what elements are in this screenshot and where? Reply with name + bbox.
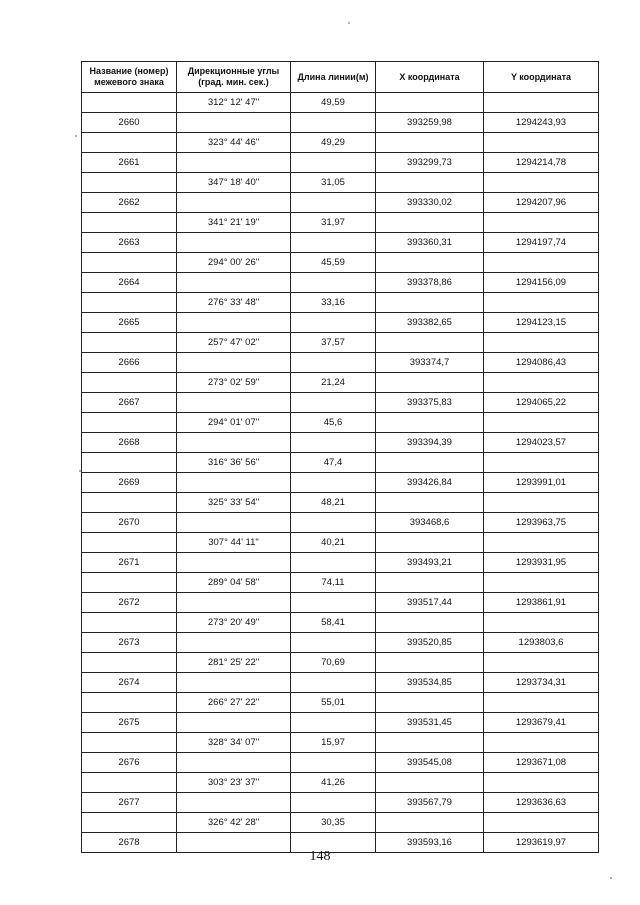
mark-name-cell: 2662 [82,193,177,213]
empty-cell [291,193,376,213]
segment-row [82,173,599,193]
length-cell: 70,69 [291,653,376,673]
segment-row [82,213,599,233]
empty-cell [376,533,484,553]
y-coordinate-cell: 1294197,74 [484,233,599,253]
empty-cell [82,573,177,593]
y-coordinate-cell: 1294207,96 [484,193,599,213]
empty-cell [82,613,177,633]
length-cell: 31,97 [291,213,376,233]
empty-cell [82,333,177,353]
y-coordinate-cell: 1293861,91 [484,593,599,613]
empty-cell [82,93,177,113]
bearing-cell: 281° 25' 22" [177,653,291,673]
segment-row [82,253,599,273]
point-row [82,153,599,173]
point-row [82,473,599,493]
empty-cell [376,813,484,833]
empty-cell [484,373,599,393]
y-coordinate-cell: 1294065,22 [484,393,599,413]
length-cell: 37,57 [291,333,376,353]
length-cell: 45,59 [291,253,376,273]
bearing-cell: 273° 20' 49" [177,613,291,633]
empty-cell [177,433,291,453]
empty-cell [484,733,599,753]
point-row [82,433,599,453]
bearing-cell: 347° 18' 40" [177,173,291,193]
y-coordinate-cell: 1293636,63 [484,793,599,813]
point-row [82,793,599,813]
empty-cell [291,353,376,373]
point-row [82,273,599,293]
empty-cell [291,713,376,733]
header-mark-name: Название (номер) межевого знака [82,62,177,93]
y-coordinate-cell: 1293619,97 [484,833,599,853]
boundary-marks-table [81,61,599,853]
empty-cell [484,653,599,673]
empty-cell [82,733,177,753]
x-coordinate-cell: 393360,31 [376,233,484,253]
y-coordinate-cell: 1293963,75 [484,513,599,533]
y-coordinate-cell: 1294123,15 [484,313,599,333]
empty-cell [177,593,291,613]
empty-cell [82,253,177,273]
segment-row [82,533,599,553]
x-coordinate-cell: 393468,6 [376,513,484,533]
x-coordinate-cell: 393531,45 [376,713,484,733]
empty-cell [82,693,177,713]
length-cell: 47,4 [291,453,376,473]
empty-cell [177,273,291,293]
length-cell: 15,97 [291,733,376,753]
point-row [82,513,599,533]
empty-cell [376,93,484,113]
bearing-cell: 326° 42' 28" [177,813,291,833]
empty-cell [376,253,484,273]
point-row [82,713,599,733]
empty-cell [177,353,291,373]
y-coordinate-cell: 1294214,78 [484,153,599,173]
length-cell: 30,35 [291,813,376,833]
mark-name-cell: 2666 [82,353,177,373]
empty-cell [376,213,484,233]
mark-name-cell: 2660 [82,113,177,133]
x-coordinate-cell: 393394,39 [376,433,484,453]
y-coordinate-cell: 1294086,43 [484,353,599,373]
bearing-cell: 316° 36' 56" [177,453,291,473]
empty-cell [376,573,484,593]
empty-cell [484,173,599,193]
empty-cell [376,653,484,673]
empty-cell [82,773,177,793]
empty-cell [177,553,291,573]
length-cell: 41,26 [291,773,376,793]
empty-cell [291,473,376,493]
point-row [82,353,599,373]
empty-cell [376,733,484,753]
empty-cell [177,193,291,213]
empty-cell [484,93,599,113]
header-x-coordinate: X координата [376,62,484,93]
page-number: 148 [309,849,331,864]
empty-cell [376,133,484,153]
x-coordinate-cell: 393382,65 [376,313,484,333]
empty-cell [376,373,484,393]
segment-row [82,493,599,513]
mark-name-cell: 2672 [82,593,177,613]
point-row [82,753,599,773]
length-cell: 49,29 [291,133,376,153]
y-coordinate-cell: 1294243,93 [484,113,599,133]
mark-name-cell: 2667 [82,393,177,413]
empty-cell [177,513,291,533]
point-row [82,393,599,413]
bearing-cell: 323° 44' 46" [177,133,291,153]
table-header-row [82,62,599,93]
empty-cell [82,533,177,553]
length-cell: 55,01 [291,693,376,713]
empty-cell [376,333,484,353]
mark-name-cell: 2670 [82,513,177,533]
scan-speck [75,135,77,137]
segment-row [82,613,599,633]
empty-cell [291,753,376,773]
point-row [82,113,599,133]
point-row [82,233,599,253]
x-coordinate-cell: 393545,08 [376,753,484,773]
y-coordinate-cell: 1294156,09 [484,273,599,293]
segment-row [82,333,599,353]
bearing-cell: 312° 12' 47" [177,93,291,113]
empty-cell [177,713,291,733]
empty-cell [177,673,291,693]
mark-name-cell: 2671 [82,553,177,573]
table-body [82,93,599,853]
point-row [82,553,599,573]
empty-cell [82,293,177,313]
scan-speck [348,22,350,24]
length-cell: 21,24 [291,373,376,393]
point-row [82,593,599,613]
empty-cell [291,393,376,413]
empty-cell [484,453,599,473]
segment-row [82,93,599,113]
y-coordinate-cell: 1293734,31 [484,673,599,693]
segment-row [82,773,599,793]
segment-row [82,453,599,473]
bearing-cell: 257° 47' 02" [177,333,291,353]
scan-speck [610,877,612,879]
segment-row [82,133,599,153]
x-coordinate-cell: 393593,16 [376,833,484,853]
bearing-cell: 307° 44' 11" [177,533,291,553]
empty-cell [484,813,599,833]
mark-name-cell: 2676 [82,753,177,773]
empty-cell [376,293,484,313]
mark-name-cell: 2661 [82,153,177,173]
bearing-cell: 289° 04' 58" [177,573,291,593]
y-coordinate-cell: 1293991,01 [484,473,599,493]
x-coordinate-cell: 393493,21 [376,553,484,573]
empty-cell [291,673,376,693]
mark-name-cell: 2669 [82,473,177,493]
empty-cell [484,693,599,713]
mark-name-cell: 2664 [82,273,177,293]
empty-cell [82,213,177,233]
bearing-cell: 276° 33' 48" [177,293,291,313]
empty-cell [177,633,291,653]
y-coordinate-cell: 1293671,08 [484,753,599,773]
segment-row [82,293,599,313]
empty-cell [291,233,376,253]
bearing-cell: 341° 21' 19" [177,213,291,233]
mark-name-cell: 2663 [82,233,177,253]
x-coordinate-cell: 393534,85 [376,673,484,693]
point-row [82,193,599,213]
header-y-coordinate: Y координата [484,62,599,93]
header-bearing: Дирекционные углы (град. мин. сек.) [177,62,291,93]
empty-cell [291,553,376,573]
length-cell: 45,6 [291,413,376,433]
header-line-length: Длина линии(м) [291,62,376,93]
empty-cell [484,293,599,313]
empty-cell [177,153,291,173]
empty-cell [484,253,599,273]
x-coordinate-cell: 393567,79 [376,793,484,813]
mark-name-cell: 2665 [82,313,177,333]
empty-cell [291,793,376,813]
empty-cell [291,153,376,173]
empty-cell [376,693,484,713]
empty-cell [82,813,177,833]
length-cell: 58,41 [291,613,376,633]
mark-name-cell: 2668 [82,433,177,453]
empty-cell [82,493,177,513]
empty-cell [82,653,177,673]
empty-cell [484,333,599,353]
empty-cell [177,233,291,253]
mark-name-cell: 2677 [82,793,177,813]
empty-cell [376,493,484,513]
empty-cell [177,753,291,773]
bearing-cell: 273° 02' 59" [177,373,291,393]
empty-cell [376,613,484,633]
empty-cell [177,113,291,133]
point-row [82,313,599,333]
empty-cell [484,533,599,553]
empty-cell [82,133,177,153]
point-row [82,673,599,693]
empty-cell [291,633,376,653]
empty-cell [291,433,376,453]
empty-cell [484,613,599,633]
empty-cell [82,413,177,433]
segment-row [82,693,599,713]
y-coordinate-cell: 1293803,6 [484,633,599,653]
x-coordinate-cell: 393374,7 [376,353,484,373]
empty-cell [484,773,599,793]
empty-cell [291,593,376,613]
scan-speck [79,470,81,472]
empty-cell [177,473,291,493]
y-coordinate-cell: 1293679,41 [484,713,599,733]
empty-cell [484,213,599,233]
x-coordinate-cell: 393378,86 [376,273,484,293]
x-coordinate-cell: 393426,84 [376,473,484,493]
bearing-cell: 294° 01' 07" [177,413,291,433]
mark-name-cell: 2674 [82,673,177,693]
segment-row [82,413,599,433]
empty-cell [177,793,291,813]
mark-name-cell: 2678 [82,833,177,853]
empty-cell [291,113,376,133]
empty-cell [376,773,484,793]
x-coordinate-cell: 393520,85 [376,633,484,653]
empty-cell [82,453,177,473]
bearing-cell: 303° 23' 37" [177,773,291,793]
bearing-cell: 328° 34' 07" [177,733,291,753]
segment-row [82,733,599,753]
empty-cell [376,413,484,433]
x-coordinate-cell: 393517,44 [376,593,484,613]
empty-cell [177,313,291,333]
empty-cell [484,133,599,153]
empty-cell [376,173,484,193]
x-coordinate-cell: 393375,83 [376,393,484,413]
bearing-cell: 266° 27' 22" [177,693,291,713]
x-coordinate-cell: 393299,73 [376,153,484,173]
empty-cell [82,173,177,193]
y-coordinate-cell: 1293931,95 [484,553,599,573]
empty-cell [291,273,376,293]
empty-cell [376,453,484,473]
length-cell: 49,59 [291,93,376,113]
point-row [82,633,599,653]
length-cell: 33,16 [291,293,376,313]
segment-row [82,653,599,673]
segment-row [82,573,599,593]
length-cell: 48,21 [291,493,376,513]
length-cell: 40,21 [291,533,376,553]
segment-row [82,373,599,393]
empty-cell [291,513,376,533]
x-coordinate-cell: 393330,02 [376,193,484,213]
empty-cell [484,573,599,593]
empty-cell [484,493,599,513]
mark-name-cell: 2673 [82,633,177,653]
x-coordinate-cell: 393259,98 [376,113,484,133]
empty-cell [177,393,291,413]
length-cell: 31,05 [291,173,376,193]
segment-row [82,813,599,833]
bearing-cell: 294° 00' 26" [177,253,291,273]
mark-name-cell: 2675 [82,713,177,733]
length-cell: 74,11 [291,573,376,593]
bearing-cell: 325° 33' 54" [177,493,291,513]
y-coordinate-cell: 1294023,57 [484,433,599,453]
empty-cell [291,313,376,333]
empty-cell [82,373,177,393]
empty-cell [484,413,599,433]
